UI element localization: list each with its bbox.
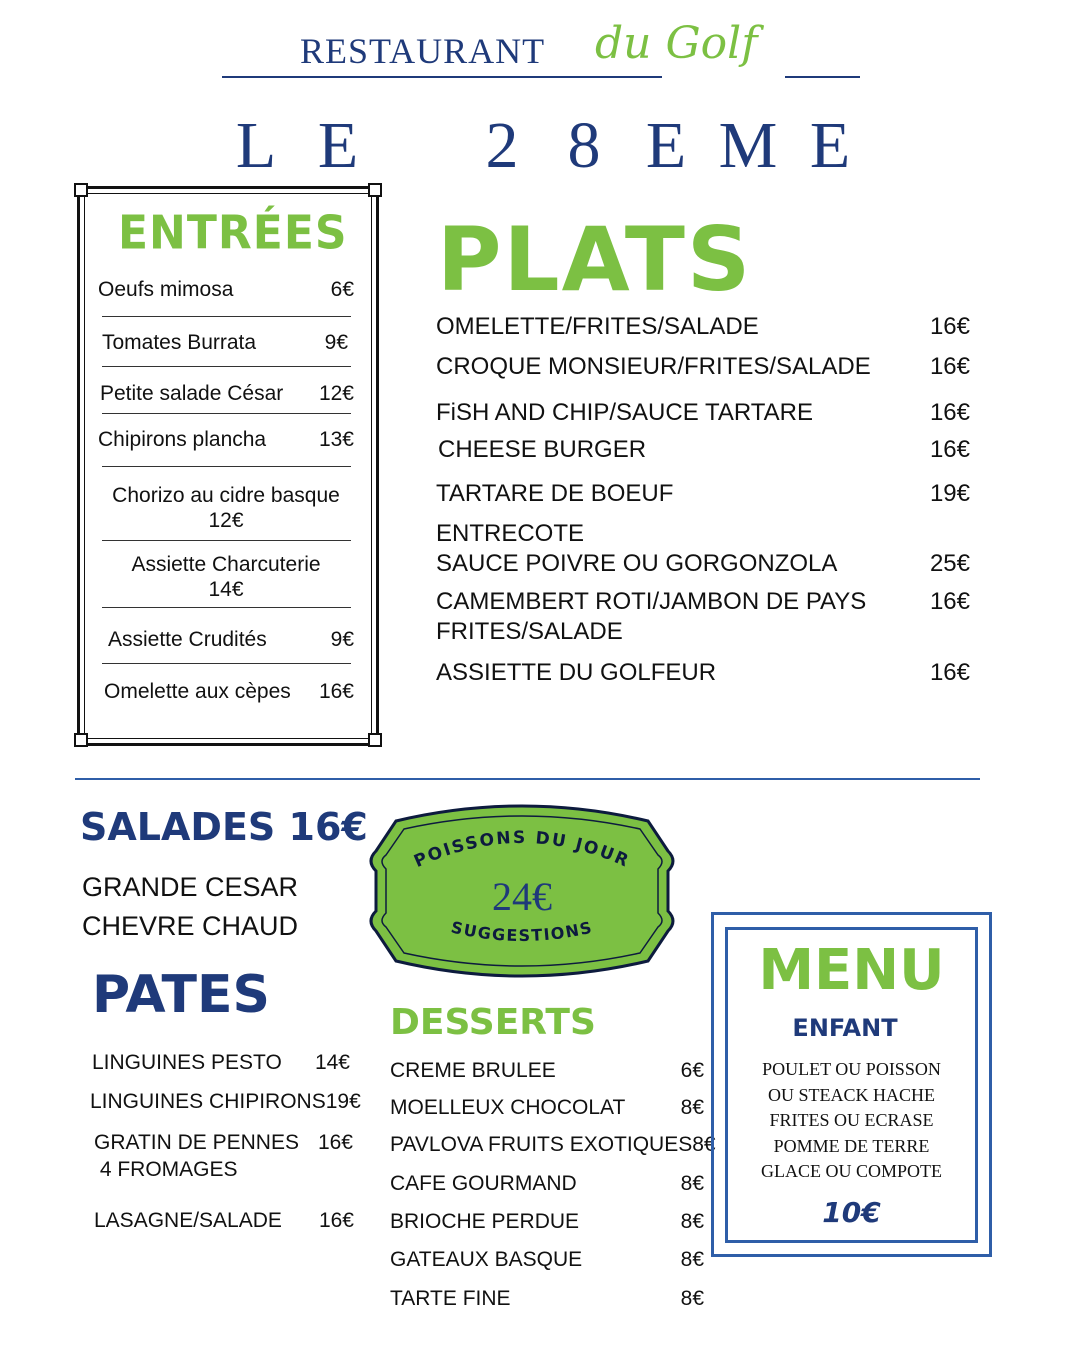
dessert-price: 6€ <box>680 1059 704 1082</box>
entree-item <box>98 331 354 355</box>
menu-enfant-description <box>725 1057 978 1185</box>
restaurant-subtitle <box>215 108 875 184</box>
pates-name: GRATIN DE PENNES <box>94 1131 299 1154</box>
entree-item <box>98 680 354 704</box>
dessert-item <box>390 1248 704 1272</box>
entree-name: Oeufs mimosa <box>98 278 234 301</box>
header-rule-right <box>785 76 860 78</box>
entree-separator <box>102 466 351 467</box>
entree-item <box>98 278 354 302</box>
plat-item <box>436 480 970 508</box>
plat-item <box>436 399 970 427</box>
frame-corner <box>368 733 382 747</box>
plat-price: 19€ <box>929 480 970 507</box>
frame-corner <box>74 183 88 197</box>
entree-separator <box>102 413 351 414</box>
subtitle-letter: E <box>809 109 851 182</box>
plat-name: ENTRECOTE <box>436 520 585 547</box>
dessert-name: GATEAUX BASQUE <box>390 1248 583 1271</box>
pates-item <box>94 1209 354 1233</box>
subtitle-letter: M <box>718 109 778 182</box>
dessert-item <box>390 1210 704 1234</box>
plat-name: ASSIETTE DU GOLFEUR <box>436 659 717 686</box>
menu-enfant-title: MENU <box>758 938 945 1003</box>
pates-price: 16€ <box>317 1131 353 1154</box>
badge-price: 24€ <box>492 874 552 919</box>
plat-name-line2: FRITES/SALADE <box>436 618 623 645</box>
plat-price: 16€ <box>929 399 970 426</box>
pates-price: 19€ <box>325 1090 361 1113</box>
entree-item <box>98 428 354 452</box>
subtitle-letter: 2 <box>485 109 519 182</box>
dessert-name: CAFE GOURMAND <box>390 1172 577 1195</box>
menu-enfant-price: 10€ <box>822 1196 881 1229</box>
plat-item <box>436 313 970 341</box>
menu-enfant-line: POMME DE TERRE <box>773 1135 930 1156</box>
entree-name: Omelette aux cèpes <box>104 680 291 703</box>
dessert-name: MOELLEUX CHOCOLAT <box>390 1096 626 1119</box>
badge-subtitle-path: SUGGESTIONS <box>449 917 595 946</box>
pates-name-line2: 4 FROMAGES <box>94 1158 238 1181</box>
subtitle-letter <box>379 108 461 184</box>
entree-name: Tomates Burrata <box>102 331 257 354</box>
pates-item <box>92 1051 350 1075</box>
entree-item <box>98 483 354 533</box>
plat-name: TARTARE DE BOEUF <box>436 480 674 507</box>
entree-name: Petite salade César <box>100 382 284 405</box>
pates-name: LASAGNE/SALADE <box>94 1209 282 1232</box>
pates-price: 14€ <box>314 1051 350 1074</box>
entree-price: 6€ <box>330 278 354 301</box>
menu-enfant-line: GLACE OU COMPOTE <box>760 1161 942 1181</box>
entree-price: 12€ <box>318 382 354 405</box>
entrees-title: ENTRÉES <box>118 206 348 261</box>
plat-price: 25€ <box>929 550 970 577</box>
entree-price: 13€ <box>318 428 354 451</box>
salade-item: CHEVRE CHAUD <box>82 911 299 941</box>
subtitle-letter: L <box>235 109 277 182</box>
frame-corner <box>368 183 382 197</box>
dessert-item <box>390 1133 716 1157</box>
dessert-name: TARTE FINE <box>390 1287 511 1310</box>
section-divider <box>75 778 980 780</box>
plat-name: CAMEMBERT ROTI/JAMBON DE PAYS <box>436 588 867 615</box>
restaurant-name: RESTAURANT <box>300 31 546 71</box>
plat-item <box>436 588 970 616</box>
plat-name: CHEESE BURGER <box>438 436 647 463</box>
menu-enfant-line: POULET OU POISSON <box>762 1059 941 1079</box>
dessert-price: 8€ <box>680 1248 704 1271</box>
badge-title-path: POISSONS DU JOUR <box>411 827 633 873</box>
desserts-title: DESSERTS <box>390 1002 596 1043</box>
entree-name: Chorizo au cidre basque <box>112 484 340 507</box>
plat-item <box>436 659 970 687</box>
entree-separator <box>102 607 351 608</box>
menu-enfant-subtitle: ENFANT <box>792 1014 898 1042</box>
entree-name: Assiette Crudités <box>108 628 267 651</box>
dessert-price: 8€ <box>680 1210 704 1233</box>
plat-item <box>436 353 970 381</box>
subtitle-letter: 8 <box>567 109 601 182</box>
entree-separator <box>102 316 351 317</box>
entree-price: 9€ <box>324 331 348 354</box>
entree-item <box>98 628 354 652</box>
entree-name: Assiette Charcuterie <box>131 553 321 576</box>
dessert-item <box>390 1059 704 1083</box>
plat-price: 16€ <box>929 353 970 380</box>
plat-price: 16€ <box>929 588 970 615</box>
plat-name: OMELETTE/FRITES/SALADE <box>436 313 759 340</box>
header-rule-left <box>222 76 662 78</box>
frame-corner <box>74 733 88 747</box>
plat-price: 16€ <box>929 659 970 686</box>
plat-price: 16€ <box>929 436 970 463</box>
plats-title: PLATS <box>437 208 753 311</box>
pates-title: PATES <box>92 965 270 1025</box>
plat-item <box>436 618 970 646</box>
entree-price: 12€ <box>208 509 244 532</box>
entree-item <box>98 552 354 602</box>
plat-item <box>436 550 970 578</box>
subtitle-letter: E <box>317 109 359 182</box>
dessert-name: CREME BRULEE <box>390 1059 556 1082</box>
dessert-price: 8€ <box>680 1172 704 1195</box>
dessert-item <box>390 1096 704 1120</box>
pates-price: 16€ <box>318 1209 354 1232</box>
pates-item <box>90 1090 361 1114</box>
plat-name-line2: SAUCE POIVRE OU GORGONZOLA <box>436 550 838 577</box>
dessert-name: PAVLOVA FRUITS EXOTIQUES <box>390 1133 693 1156</box>
entree-price: 16€ <box>318 680 354 703</box>
poissons-badge <box>366 803 678 979</box>
salades-title: SALADES 16€ <box>80 805 368 849</box>
entree-item <box>98 382 354 406</box>
subtitle-letter: E <box>645 109 687 182</box>
entree-separator <box>102 540 351 541</box>
entree-name: Chipirons plancha <box>98 428 267 451</box>
entree-price: 14€ <box>208 578 244 601</box>
entree-price: 9€ <box>330 628 354 651</box>
dessert-name: BRIOCHE PERDUE <box>390 1210 580 1233</box>
menu-enfant-line: FRITES OU ECRASE <box>769 1110 934 1130</box>
entree-separator <box>102 366 351 367</box>
plat-price: 16€ <box>929 313 970 340</box>
entree-separator <box>102 663 351 664</box>
dessert-item <box>390 1172 704 1196</box>
plat-item <box>436 520 970 548</box>
dessert-price: 8€ <box>692 1133 716 1156</box>
dessert-item <box>390 1287 704 1311</box>
restaurant-script-name: du Golf <box>595 18 758 69</box>
salade-item: GRANDE CESAR <box>82 872 299 902</box>
pates-name: LINGUINES PESTO <box>92 1051 282 1074</box>
pates-item <box>94 1131 353 1155</box>
dessert-price: 8€ <box>680 1287 704 1310</box>
menu-enfant-line: OU STEACK HACHE <box>767 1084 935 1105</box>
pates-name: LINGUINES CHIPIRONS <box>90 1090 326 1113</box>
plat-name: FiSH AND CHIP/SAUCE TARTARE <box>436 399 813 426</box>
dessert-price: 8€ <box>680 1096 704 1119</box>
plat-name: CROQUE MONSIEUR/FRITES/SALADE <box>436 353 871 380</box>
plat-item <box>436 436 970 464</box>
